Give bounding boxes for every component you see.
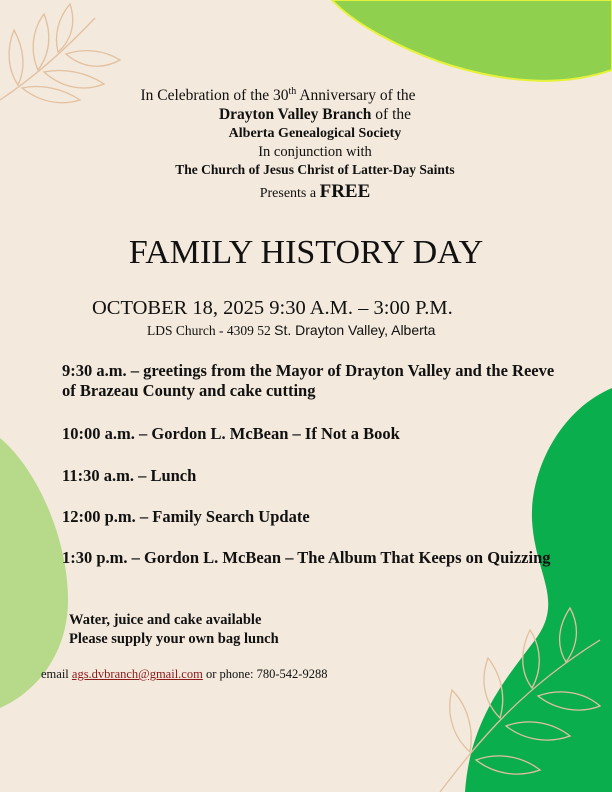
- schedule-item-4: 12:00 p.m. – Family Search Update: [62, 507, 310, 526]
- phone-text: or phone: 780-542-9288: [202, 667, 328, 681]
- anniversary-line: [0, 86, 584, 105]
- page-title: FAMILY HISTORY DAY: [128, 234, 484, 271]
- schedule-item-5: 1:30 p.m. – Gordon L. McBean – The Album That Keeps on Quizzing: [62, 548, 551, 567]
- schedule-item-1: 9:30 a.m. – greetings from the Mayor of Drayton Valley and the Reeve of Brazeau County and cake cutting: [62, 361, 555, 400]
- green-blob-right: [465, 388, 612, 792]
- anniversary-text-b: Anniversary of the: [296, 87, 416, 105]
- note-refreshments: Water, juice and cake available: [69, 612, 262, 628]
- branch-line: [9, 106, 612, 124]
- contact-line: [41, 667, 327, 682]
- location-address: LDS Church - 4309 52: [147, 323, 275, 338]
- society-name: Alberta Genealogical Society: [228, 126, 402, 141]
- email-label: email: [41, 667, 72, 681]
- event-location: [147, 322, 435, 339]
- presents-line: [9, 181, 612, 203]
- anniversary-text-a: In Celebration of the 30: [140, 87, 289, 105]
- location-city: St. Drayton Valley, Alberta: [274, 322, 436, 338]
- church-name: The Church of Jesus Christ of Latter-Day Saints: [175, 162, 455, 177]
- schedule-item-3: 11:30 a.m. – Lunch: [62, 466, 197, 485]
- anniversary-sup: th: [288, 86, 297, 97]
- conjunction-text: In conjunction with: [258, 144, 372, 160]
- free-text: FREE: [319, 181, 371, 202]
- branch-name: Drayton Valley Branch: [218, 106, 372, 123]
- presents-text: Presents a: [259, 186, 320, 201]
- lime-blob-top-right: [332, 0, 612, 81]
- event-date-time: OCTOBER 18, 2025 9:30 A.M. – 3:00 P.M.: [92, 297, 453, 319]
- note-bag-lunch: Please supply your own bag lunch: [69, 631, 279, 647]
- email-link[interactable]: ags.dvbranch@gmail.com: [71, 667, 203, 681]
- schedule-item-2: 10:00 a.m. – Gordon L. McBean – If Not a Book: [62, 424, 400, 443]
- branch-rest: of the: [371, 106, 412, 123]
